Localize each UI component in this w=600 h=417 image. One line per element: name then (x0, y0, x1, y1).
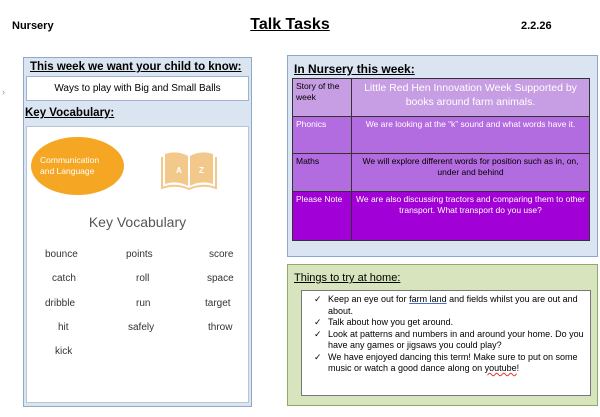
row-label: Story of the week (293, 79, 352, 117)
badge-line-1: Communication (40, 155, 100, 165)
vocab-word: points (126, 249, 153, 260)
row-label: Maths (293, 154, 352, 192)
class-name: Nursery (12, 20, 54, 32)
tip-text: We have enjoyed dancing this term! Make sure to put on some music or watch a good dance along on (328, 351, 578, 373)
tips-box (301, 290, 591, 396)
tips-list (314, 294, 586, 375)
check-icon: ✓ (314, 351, 322, 362)
badge-line-2: and Language (40, 166, 95, 176)
vocab-word: target (205, 298, 231, 309)
vocab-word: throw (208, 322, 233, 333)
tip-text-underlined: farm land (409, 294, 447, 304)
tip-item (314, 294, 586, 317)
date-label: 2.2.26 (521, 20, 552, 32)
tip-item (314, 328, 586, 352)
tip-item (314, 351, 586, 375)
row-label: Please Note (293, 192, 352, 241)
row-label: Phonics (293, 117, 352, 154)
row-text: We are looking at the “k” sound and what words have it. (352, 117, 590, 154)
check-icon: ✓ (314, 317, 322, 327)
table-row (293, 79, 590, 117)
tip-item (314, 317, 586, 329)
row-text: We will explore different words for position such as in, on, under and behind (352, 154, 590, 192)
vocab-word: catch (52, 273, 76, 284)
check-icon: ✓ (314, 328, 322, 339)
row-text: Little Red Hen Innovation Week Supported by books around farm animals. (352, 79, 590, 117)
row-text: We are also discussing tractors and comparing them to other transport. What transport do you use? (352, 192, 590, 241)
tip-text: Talk about how you get around. (328, 317, 454, 327)
table-row (293, 192, 590, 241)
book-letter-a: A (176, 166, 182, 175)
vocab-word: hit (58, 322, 69, 333)
edge-mark: › (2, 87, 5, 97)
open-book-icon (161, 148, 217, 190)
vocab-word: space (207, 273, 234, 284)
tip-text: and fields whilst you are out and about. (328, 294, 578, 316)
vocab-word: score (209, 249, 234, 260)
nursery-week-heading: In Nursery this week: (294, 62, 415, 76)
vocab-heading: Key Vocabulary: (25, 107, 115, 119)
vocab-word: roll (136, 273, 150, 284)
home-heading: Things to try at home: (294, 272, 401, 284)
know-heading: This week we want your child to know: (30, 61, 242, 73)
tip-text-underlined: youtube (484, 363, 517, 373)
communication-badge (31, 137, 124, 195)
week-table (292, 78, 590, 241)
page-title: Talk Tasks (250, 16, 330, 33)
ways-box: Ways to play with Big and Small Balls (26, 76, 249, 101)
table-row (293, 154, 590, 192)
tip-text: Look at patterns and numbers in and around your home. Do you have any games or jigsaws you could play? (328, 328, 584, 350)
tip-text: ! (516, 363, 520, 373)
check-icon: ✓ (314, 294, 322, 304)
vocab-word: dribble (45, 298, 76, 309)
table-row (293, 117, 590, 154)
vocab-word: bounce (45, 249, 78, 260)
vocab-card-title: Key Vocabulary (88, 214, 187, 230)
vocab-word: safely (128, 322, 155, 333)
vocab-word: run (136, 298, 151, 309)
vocab-word: kick (55, 346, 73, 357)
tip-text: Keep an eye out for (328, 294, 410, 304)
book-letter-z: Z (199, 166, 204, 175)
